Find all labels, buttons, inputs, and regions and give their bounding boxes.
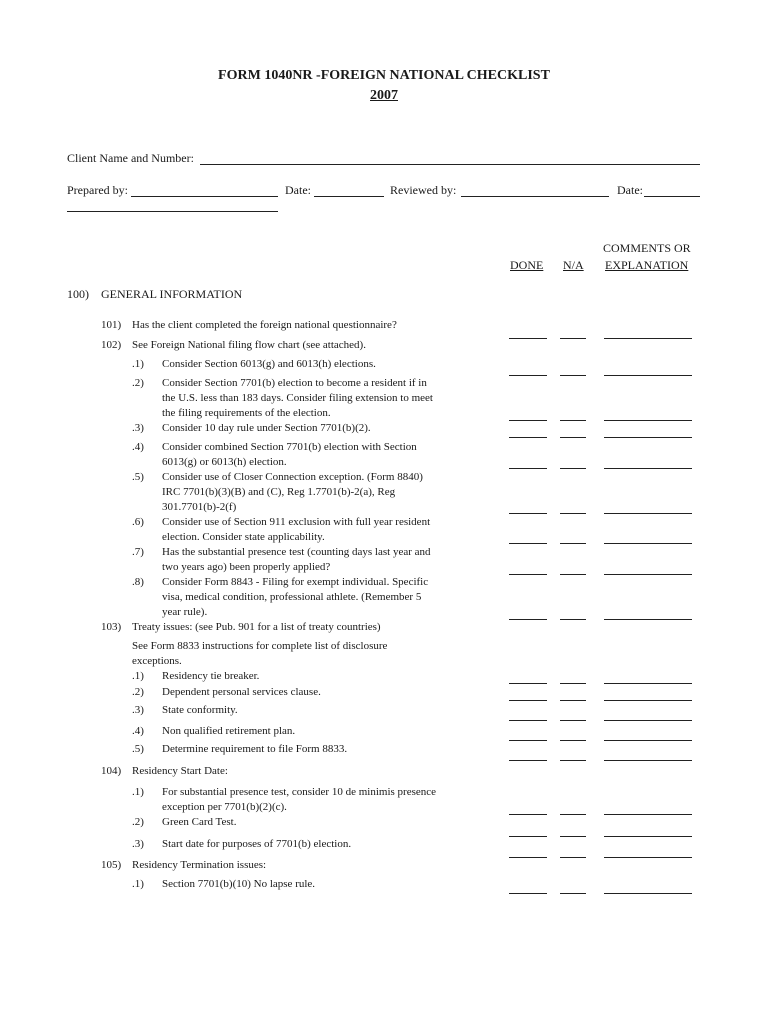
answer-done-line-102-4[interactable] xyxy=(509,468,547,469)
item-102-num: 102) xyxy=(101,339,122,351)
item-103-3-text: State conformity. xyxy=(162,704,238,716)
item-102-2-line3: the filing requirements of the election. xyxy=(162,407,331,419)
answer-done-line-103-4[interactable] xyxy=(509,740,547,741)
answer-na-line-103-4[interactable] xyxy=(560,740,586,741)
item-102-1-num: .1) xyxy=(132,358,144,370)
answer-na-line-102-2[interactable] xyxy=(560,420,586,421)
item-103-4-text: Non qualified retirement plan. xyxy=(162,725,296,737)
answer-done-line-104-3[interactable] xyxy=(509,857,547,858)
form-title: FORM 1040NR -FOREIGN NATIONAL CHECKLIST xyxy=(218,68,550,83)
item-102-4-num: .4) xyxy=(132,441,144,453)
item-105-1-num: .1) xyxy=(132,878,144,890)
answer-done-line-102-3[interactable] xyxy=(509,437,547,438)
answer-comments-line-102-3[interactable] xyxy=(604,437,692,438)
col-done: DONE xyxy=(510,258,544,272)
reviewed-by-label: Reviewed by: xyxy=(390,183,457,197)
item-103-1-text: Residency tie breaker. xyxy=(162,670,260,682)
item-104-2-num: .2) xyxy=(132,816,144,828)
answer-na-line-104-2[interactable] xyxy=(560,836,586,837)
client-name-line[interactable] xyxy=(200,164,700,165)
answer-na-line-102-7[interactable] xyxy=(560,574,586,575)
item-103-1-num: .1) xyxy=(132,670,144,682)
item-105-1-text: Section 7701(b)(10) No lapse rule. xyxy=(162,878,316,890)
item-102-4-line2: 6013(g) or 6013(h) election. xyxy=(162,456,287,468)
answer-na-line-105-1[interactable] xyxy=(560,893,586,894)
answer-comments-line-104-3[interactable] xyxy=(604,857,692,858)
item-102-1-text: Consider Section 6013(g) and 6013(h) elections. xyxy=(162,358,376,370)
answer-na-line-102-4[interactable] xyxy=(560,468,586,469)
item-103-5-text: Determine requirement to file Form 8833. xyxy=(162,743,348,755)
item-102-5-line3: 301.7701(b)-2(f) xyxy=(162,501,237,513)
item-104-1-num: .1) xyxy=(132,786,144,798)
item-105-text: Residency Termination issues: xyxy=(132,859,267,871)
item-102-2-line1: Consider Section 7701(b) election to become a resident if in xyxy=(162,377,427,389)
answer-comments-line-102-6[interactable] xyxy=(604,543,692,544)
signature-line-extra[interactable] xyxy=(67,211,278,212)
item-103-3-num: .3) xyxy=(132,704,144,716)
answer-done-line-103-5[interactable] xyxy=(509,760,547,761)
item-103-2-num: .2) xyxy=(132,686,144,698)
item-102-4-line1: Consider combined Section 7701(b) election with Section xyxy=(162,441,417,453)
answer-done-line-105-1[interactable] xyxy=(509,893,547,894)
item-102-5-line2: IRC 7701(b)(3)(B) and (C), Reg 1.7701(b)-2(a), Reg xyxy=(162,486,396,498)
section-100-num: 100) xyxy=(67,287,89,301)
answer-comments-line-103-2[interactable] xyxy=(604,700,692,701)
item-102-3-num: .3) xyxy=(132,422,144,434)
item-103-2-text: Dependent personal services clause. xyxy=(162,686,321,698)
answer-na-line-103-1[interactable] xyxy=(560,683,586,684)
reviewed-by-line[interactable] xyxy=(461,196,609,197)
answer-na-line-102-1[interactable] xyxy=(560,375,586,376)
answer-comments-line-101[interactable] xyxy=(604,338,692,339)
item-102-5-line1: Consider use of Closer Connection exception. (Form 8840) xyxy=(162,471,423,483)
item-104-3-text: Start date for purposes of 7701(b) election. xyxy=(162,838,352,850)
item-102-8-line2: visa, medical condition, professional athlete. (Remember 5 xyxy=(162,591,422,603)
date-label-2: Date: xyxy=(617,183,643,197)
answer-done-line-102-5[interactable] xyxy=(509,513,547,514)
client-name-label: Client Name and Number: xyxy=(67,151,194,165)
answer-comments-line-103-1[interactable] xyxy=(604,683,692,684)
item-102-6-num: .6) xyxy=(132,516,144,528)
item-102-2-line2: the U.S. less than 183 days. Consider filing extension to meet xyxy=(162,392,433,404)
answer-comments-line-105-1[interactable] xyxy=(604,893,692,894)
item-104-2-text: Green Card Test. xyxy=(162,816,237,828)
answer-comments-line-102-5[interactable] xyxy=(604,513,692,514)
answer-na-line-103-3[interactable] xyxy=(560,720,586,721)
answer-na-line-104-1[interactable] xyxy=(560,814,586,815)
answer-done-line-102-8[interactable] xyxy=(509,619,547,620)
answer-comments-line-104-1[interactable] xyxy=(604,814,692,815)
item-102-7-line2: two years ago) been properly applied? xyxy=(162,561,331,573)
answer-comments-line-102-1[interactable] xyxy=(604,375,692,376)
col-comments-line2: EXPLANATION xyxy=(605,258,689,272)
prepared-by-label: Prepared by: xyxy=(67,183,128,197)
item-102-7-num: .7) xyxy=(132,546,144,558)
answer-comments-line-104-2[interactable] xyxy=(604,836,692,837)
item-103-5-num: .5) xyxy=(132,743,144,755)
item-105-num: 105) xyxy=(101,859,122,871)
item-102-8-num: .8) xyxy=(132,576,144,588)
answer-done-line-102-7[interactable] xyxy=(509,574,547,575)
col-comments-line1: COMMENTS OR xyxy=(603,241,691,255)
item-104-3-num: .3) xyxy=(132,838,144,850)
answer-done-line-103-2[interactable] xyxy=(509,700,547,701)
item-102-text: See Foreign National filing flow chart (see attached). xyxy=(132,339,366,351)
item-103-4-num: .4) xyxy=(132,725,144,737)
answer-na-line-102-3[interactable] xyxy=(560,437,586,438)
form-year: 2007 xyxy=(370,88,398,103)
prepared-by-line[interactable] xyxy=(131,196,278,197)
item-102-8-line1: Consider Form 8843 - Filing for exempt individual. Specific xyxy=(162,576,429,588)
answer-comments-line-102-8[interactable] xyxy=(604,619,692,620)
section-100-title: GENERAL INFORMATION xyxy=(101,287,243,301)
answer-done-line-104-2[interactable] xyxy=(509,836,547,837)
answer-done-line-103-1[interactable] xyxy=(509,683,547,684)
item-104-1-line1: For substantial presence test, consider 10 de minimis presence xyxy=(162,786,437,798)
col-na: N/A xyxy=(563,258,584,272)
item-102-5-num: .5) xyxy=(132,471,144,483)
answer-na-line-102-5[interactable] xyxy=(560,513,586,514)
answer-na-line-102-6[interactable] xyxy=(560,543,586,544)
date-line-2[interactable] xyxy=(644,196,700,197)
item-102-6-line2: election. Consider state applicability. xyxy=(162,531,325,543)
answer-done-line-102-1[interactable] xyxy=(509,375,547,376)
item-103-line2: See Form 8833 instructions for complete list of disclosure xyxy=(132,640,388,652)
answer-na-line-103-5[interactable] xyxy=(560,760,586,761)
item-104-text: Residency Start Date: xyxy=(132,765,228,777)
answer-comments-line-103-5[interactable] xyxy=(604,760,692,761)
answer-done-line-104-1[interactable] xyxy=(509,814,547,815)
answer-done-line-101[interactable] xyxy=(509,338,547,339)
item-102-2-num: .2) xyxy=(132,377,144,389)
answer-done-line-102-6[interactable] xyxy=(509,543,547,544)
answer-done-line-103-3[interactable] xyxy=(509,720,547,721)
item-103-num: 103) xyxy=(101,621,122,633)
item-104-num: 104) xyxy=(101,765,122,777)
answer-na-line-103-2[interactable] xyxy=(560,700,586,701)
item-101-text: Has the client completed the foreign national questionnaire? xyxy=(132,319,397,331)
answer-comments-line-102-7[interactable] xyxy=(604,574,692,575)
item-103-line3: exceptions. xyxy=(132,655,182,667)
item-102-7-line1: Has the substantial presence test (counting days last year and xyxy=(162,546,431,558)
answer-comments-line-103-3[interactable] xyxy=(604,720,692,721)
item-104-1-line2: exception per 7701(b)(2)(c). xyxy=(162,801,287,813)
date-label-1: Date: xyxy=(285,183,311,197)
answer-comments-line-102-4[interactable] xyxy=(604,468,692,469)
item-102-6-line1: Consider use of Section 911 exclusion with full year resident xyxy=(162,516,431,528)
date-line-1[interactable] xyxy=(314,196,384,197)
answer-done-line-102-2[interactable] xyxy=(509,420,547,421)
item-102-3-text: Consider 10 day rule under Section 7701(b)(2). xyxy=(162,422,371,434)
answer-na-line-104-3[interactable] xyxy=(560,857,586,858)
answer-comments-line-103-4[interactable] xyxy=(604,740,692,741)
answer-comments-line-102-2[interactable] xyxy=(604,420,692,421)
item-103-text: Treaty issues: (see Pub. 901 for a list of treaty countries) xyxy=(132,621,381,633)
item-102-8-line3: year rule). xyxy=(162,606,208,618)
answer-na-line-101[interactable] xyxy=(560,338,586,339)
answer-na-line-102-8[interactable] xyxy=(560,619,586,620)
item-101-num: 101) xyxy=(101,319,122,331)
